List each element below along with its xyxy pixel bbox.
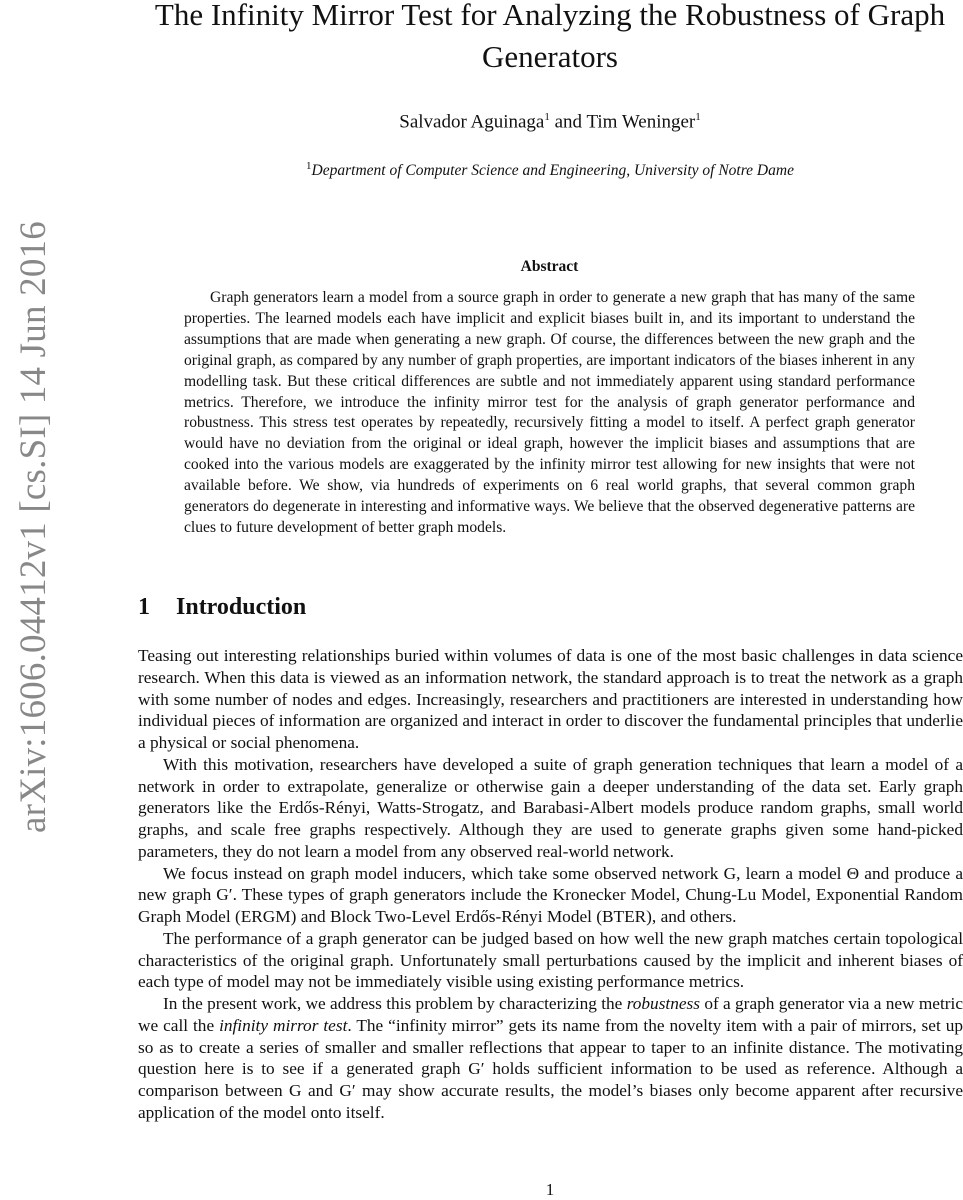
section-number: 1	[138, 594, 150, 620]
paragraph: The performance of a graph generator can be judged based on how well the new graph matches certain topological characteristics of the original graph. Unfortunately small perturbations caused by the implicit and inherent biases of each type of model may not be immediately visible using existing performance metrics.	[138, 928, 963, 992]
section-heading	[138, 594, 306, 621]
text: . The “infinity mirror” gets its name from the novelty item with a pair of mirrors, set up so as to create a series of smaller and smaller reflections that appear to taper to an infinite distance. The motivating question here is to see if a generated graph G′ holds sufficient information to be used as reference. Although a comparison between G and G′ may show accurate results, the model’s biases only become apparent after recursive application of the model onto itself.	[138, 1015, 963, 1122]
paper-title: The Infinity Mirror Test for Analyzing the Robustness of Graph Generators	[154, 0, 946, 74]
section-body	[138, 645, 963, 1124]
affil-mark: 1	[695, 111, 701, 123]
paragraph: Teasing out interesting relationships buried within volumes of data is one of the most basic challenges in data science research. When this data is viewed as an information network, the standard approach is to treat the network as a graph with some number of nodes and edges. Increasingly, researchers and practitioners are interested in understanding how individual pieces of information are organized and interact in order to discover the fundamental principles that underlie a physical or social phenomena.	[138, 646, 963, 752]
abstract-heading: Abstract	[520, 258, 579, 275]
paragraph: With this motivation, researchers have developed a suite of graph generation techniques that learn a model of a network in order to extrapolate, generalize or otherwise gain a deeper understanding of the data set. Early graph generators like the Erdős-Rényi, Watts-Strogatz, and Barabasi-Albert models produce random graphs, small world graphs, and scale free graphs respectively. Although they are used to generate graphs given some hand-picked parameters, they do not learn a model from any observed real-world network.	[138, 754, 963, 861]
abstract-text: Graph generators learn a model from a source graph in order to generate a new graph that has many of the same properties. The learned models each have implicit and explicit biases built in, and its important to understand the assumptions that are made when generating a new graph. Of course, the differences between the new graph and the original graph, as compared by any number of graph properties, are important indicators of the biases inherent in any modelling task. But these critical differences are subtle and not immediately apparent using standard performance metrics. Therefore, we introduce the infinity mirror test for the analysis of graph generator performance and robustness. This stress test operates by repeatedly, recursively fitting a model to itself. A perfect graph generator would have no deviation from the original or ideal graph, however the implicit biases and assumptions that are cooked into the various models are exaggerated by the infinity mirror test allowing for new insights that were not available before. We show, via hundreds of experiments on 6 real world graphs, that several common graph generators do degenerate in interesting and informative ways. We believe that the observed degenerative patterns are clues to future development of better graph models.	[184, 289, 915, 536]
affiliation	[140, 160, 960, 180]
text: In the present work, we address this problem by characterizing the	[163, 994, 627, 1013]
arxiv-identifier: arXiv:1606.04412v1 [cs.SI] 14 Jun 2016	[13, 221, 54, 833]
emphasis: robustness	[626, 994, 700, 1013]
emphasis: infinity mirror test	[219, 1015, 348, 1035]
author-1: Salvador Aguinaga	[399, 111, 545, 133]
affiliation-text: Department of Computer Science and Engineering, University of Notre Dame	[311, 162, 794, 180]
paragraph: We focus instead on graph model inducers, which take some observed network G, learn a model Θ and produce a new graph G′. These types of graph generators include the Kronecker Model, Chung-Lu Model, Exponential Random Graph Model (ERGM) and Block Two-Level Erdős-Rényi Model (BTER), and others.	[138, 863, 963, 926]
affil-mark: 1	[306, 160, 312, 172]
page-number: 1	[545, 1180, 555, 1199]
text: of a graph generator via a new metric we call the	[138, 994, 963, 1035]
affil-mark: 1	[544, 111, 550, 123]
authors	[140, 111, 960, 133]
paragraph	[138, 993, 963, 1124]
section-title: Introduction	[176, 594, 307, 620]
author-2: and Tim Weninger	[549, 111, 696, 133]
